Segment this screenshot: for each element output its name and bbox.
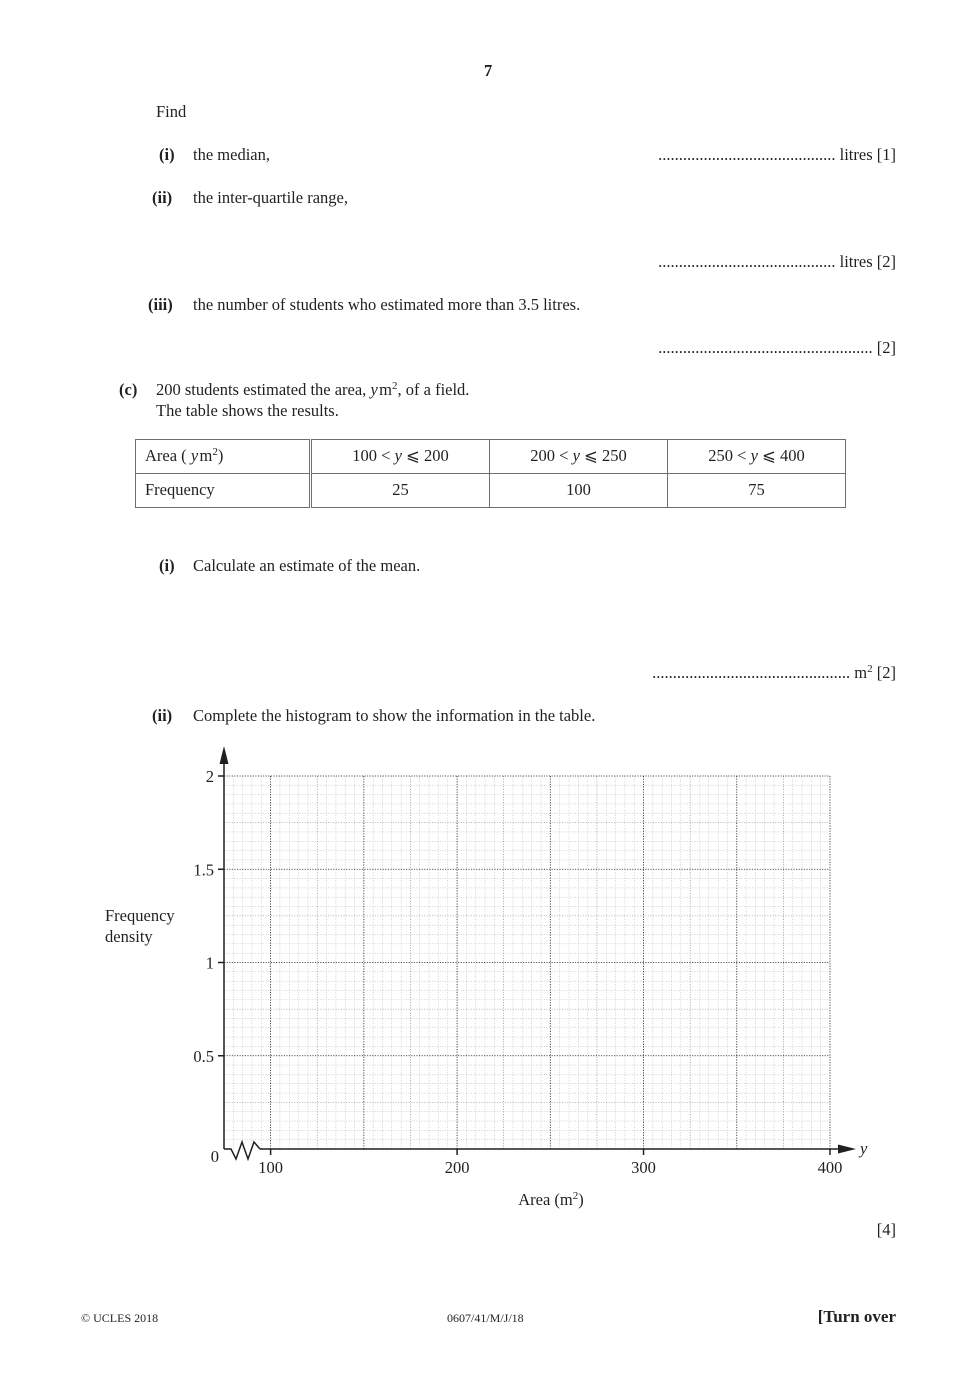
y-tick-label: 0.5: [193, 1046, 214, 1066]
part-b-ii-answer-line: ........................................... litres [2]: [658, 252, 896, 271]
table-header-frequency: Frequency: [136, 474, 311, 508]
part-b-iii-label: (iii): [148, 295, 173, 314]
footer-turn-over: [Turn over: [817, 1307, 896, 1326]
part-b-ii-text: the inter-quartile range,: [193, 188, 348, 207]
part-b-ii-label: (ii): [152, 188, 173, 207]
find-instruction: Find: [156, 102, 187, 121]
x-tick-label: 400: [817, 1158, 843, 1177]
y-tick-label: 0: [210, 1147, 219, 1166]
histogram-marks: [4]: [876, 1220, 896, 1239]
part-b-i-answer-line: ........................................... litres [1]: [658, 145, 896, 164]
part-c-i-label: (i): [159, 556, 175, 575]
y-tick-label: 1.5: [193, 860, 214, 880]
axis-break-zigzag: [224, 1142, 260, 1159]
x-axis-symbol: y: [860, 1139, 868, 1158]
table-cell-interval: 250 < y ⩽ 400: [668, 440, 846, 474]
table-cell-frequency: 100: [490, 474, 668, 508]
y-axis-label: Frequency: [105, 906, 175, 925]
part-c-ii-label: (ii): [152, 706, 173, 725]
part-c-label: (c): [119, 380, 138, 399]
part-b-i-label: (i): [159, 145, 175, 164]
part-c-i-text: Calculate an estimate of the mean.: [193, 556, 421, 575]
part-b-iii-text: the number of students who estimated more than 3.5 litres.: [193, 295, 581, 314]
table-cell-interval: 100 < y ⩽ 200: [311, 440, 490, 474]
axes: [220, 746, 857, 1159]
table-cell-frequency: 75: [668, 474, 846, 508]
part-b-i-text: the median,: [193, 145, 270, 164]
x-tick-label: 300: [631, 1158, 656, 1177]
x-tick-label: 200: [444, 1158, 470, 1177]
x-axis-arrow: [838, 1145, 856, 1154]
table-cell-interval: 200 < y ⩽ 250: [490, 440, 668, 474]
part-c-i-answer-line: ................................................ $m^2$ [2]: [652, 663, 896, 682]
part-c-line2: The table shows the results.: [156, 401, 339, 420]
y-tick-label: 1: [205, 953, 214, 973]
page-number: 7: [484, 61, 493, 80]
table-header-area: Area ( y $m^2$): [136, 440, 311, 474]
part-b-iii-answer-line: .................................................... [2]: [658, 338, 896, 357]
part-c-ii-text: Complete the histogram to show the information in the table.: [193, 706, 596, 725]
y-axis-arrow: [220, 746, 229, 764]
y-tick-label: 2: [205, 767, 214, 786]
part-c-line1: 200 students estimated the area, y $m^2$, of a field.: [156, 380, 470, 399]
x-axis-label: Area $(m^2)$: [518, 1190, 584, 1209]
table-cell-frequency: 25: [311, 474, 490, 508]
footer-code: 0607/41/M/J/18: [447, 1311, 524, 1325]
x-tick-label: 100: [258, 1158, 283, 1177]
footer-copyright: © UCLES 2018: [81, 1311, 159, 1325]
y-axis-label: density: [105, 927, 153, 946]
